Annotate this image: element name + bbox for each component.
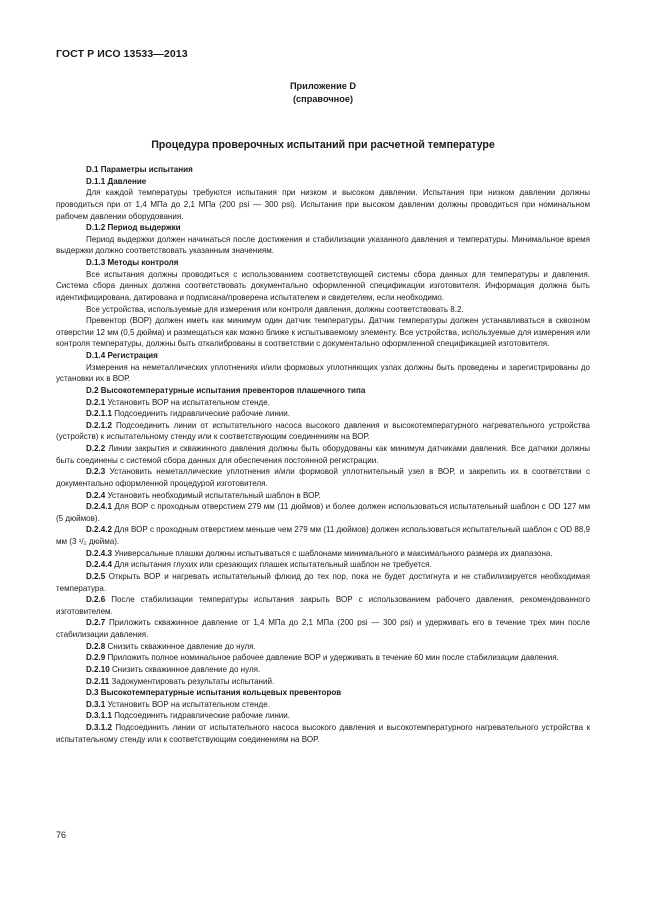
paragraph-text: Подсоединить гидравлические рабочие линии. xyxy=(114,409,291,419)
paragraph-text: Установить ВОР на испытательном стенде. xyxy=(107,699,270,709)
body-paragraph xyxy=(56,443,590,466)
body-paragraph xyxy=(56,490,590,502)
section-heading xyxy=(56,385,590,397)
clause-number: D.2.9 xyxy=(86,653,106,663)
paragraph-text: Приложить полное номинальное рабочее давление ВОР и удерживать в течение 60 мин после стабилизации давления. xyxy=(107,653,559,663)
clause-number: D.2.8 xyxy=(86,641,106,651)
body-paragraph xyxy=(56,397,590,409)
body-paragraph xyxy=(56,524,590,547)
body-paragraph xyxy=(56,676,590,688)
paragraph-text: Подсоединить линии от испытательного насоса высокого давления и высокотемпературного нагревательного устройства к испытательному стенду или к соответствующим соединениям на ВОР. xyxy=(56,723,590,744)
body-paragraph xyxy=(56,304,590,316)
body-paragraph xyxy=(56,559,590,571)
section-heading xyxy=(56,164,590,176)
paragraph-text: Подсоединить гидравлические рабочие линии. xyxy=(114,711,291,721)
paragraph-text: Все испытания должны проводиться с использованием соответствующей системы сбора данных для температуры и давления. Система сбора данных должна соответствовать документально оформленной спецификации изготовителя. Информация должна быть идентифицирована, датирована и подписана/проверена испытателем и свидетелем, если необходимо. xyxy=(56,269,590,302)
body-paragraph xyxy=(56,315,590,350)
body-paragraph xyxy=(56,652,590,664)
section-heading xyxy=(56,222,590,234)
clause-number: D.2.1 xyxy=(86,397,106,407)
clause-number: D.2.4.2 xyxy=(86,525,112,535)
clause-number: D.2.4 xyxy=(86,490,106,500)
page-number: 76 xyxy=(56,830,67,840)
paragraph-text: Для ВОР с проходным отверстием меньше чем 279 мм (11 дюймов) должен использоваться испытательный шаблон с OD 88,9 мм (3 ¹/₂ дюйма). xyxy=(56,525,590,546)
clause-number: D.2.4.1 xyxy=(86,502,112,512)
paragraph-text: Период выдержки должен начинаться после достижения и стабилизации указанного давления и температуры. Минимальное время выдержки должно соответствовать указанным значениям. xyxy=(56,234,590,256)
paragraph-text: Приложить скважинное давление от 1,4 МПа до 2,1 МПа (200 psi — 300 psi) и удерживать его в течение трех мин после стабилизации давления. xyxy=(56,618,590,639)
body-paragraph xyxy=(56,234,590,257)
paragraph-text: Установить неметаллические уплотнения и/или формовой уплотнительный узел в ВОР, и закрепить их в соответствии с документально оформленной процедурой изготовителя. xyxy=(56,467,590,488)
clause-number: D.3.1.1 xyxy=(86,711,112,721)
body-paragraph xyxy=(56,420,590,443)
section-heading xyxy=(56,257,590,269)
body-paragraph xyxy=(56,408,590,420)
clause-number: D.3.1.2 xyxy=(86,723,112,732)
body-paragraph xyxy=(56,710,590,722)
heading-text: D.1 Параметры испытания xyxy=(86,165,193,174)
body-paragraph xyxy=(56,722,590,745)
annex-note: (справочное) xyxy=(292,93,353,104)
paragraph-text: После стабилизации температуры испытания закрыть ВОР с использованием рабочего давления, рекомендованного изготовителем. xyxy=(56,595,590,616)
paragraph-text: Открыть ВОР и нагревать испытательный флюид до тех пор, пока не будет достигнута и не стабилизируется необходимая температура. xyxy=(56,571,590,593)
body-paragraph xyxy=(56,617,590,640)
paragraph-text: Установить необходимый испытательный шаблон в ВОР. xyxy=(107,490,321,500)
heading-text: D.1.2 Период выдержки xyxy=(86,223,181,233)
heading-text: D.1.4 Регистрация xyxy=(86,351,158,360)
body-paragraph xyxy=(56,664,590,676)
clause-number: D.2.2 xyxy=(86,444,106,453)
document-body xyxy=(56,164,590,745)
heading-text: D.1.1 Давление xyxy=(86,176,147,186)
clause-number: D.2.3 xyxy=(86,467,106,477)
paragraph-text: Для испытания глухих или срезающих плашек испытательный шаблон не требуется. xyxy=(114,560,432,570)
paragraph-text: Для каждой температуры требуются испытания при низком и высоком давлении. Испытания при низком давлении должны проводиться при от 1,4 МПа до 2,1 МПа (200 psi — 300 psi). Испытания при высоком давлении должны проводиться при номинальном рабочем давлении оборудования. xyxy=(56,188,590,221)
paragraph-text: Линии закрытия и скважинного давления должны быть оборудованы как минимум датчиками давления. Все датчики должны быть соединены с системой сбора данных для обеспечения постоянной регистрации. xyxy=(56,444,590,465)
body-paragraph xyxy=(56,594,590,617)
clause-number: D.2.1.1 xyxy=(86,409,112,419)
clause-number: D.2.11 xyxy=(86,676,110,686)
paragraph-text: Снизить скважинное давление до нуля. xyxy=(107,641,256,651)
paragraph-text: Подсоединить линии от испытательного насоса высокого давления и высокотемпературного нагревательного устройства (устройств) к испытательному стенду или к соответствующим соединениям на ВОР. xyxy=(56,420,590,442)
clause-number: D.2.4.4 xyxy=(86,560,112,570)
clause-number: D.2.10 xyxy=(86,664,110,674)
paragraph-text: Все устройства, используемые для измерения или контроля давления, должны соответствовать 8.2. xyxy=(86,304,464,314)
heading-text: D.3 Высокотемпературные испытания кольцевых превенторов xyxy=(86,688,342,698)
annex-heading xyxy=(0,80,646,105)
section-title: Процедура проверочных испытаний при расчетной температуре xyxy=(151,139,495,151)
section-heading xyxy=(56,176,590,188)
body-paragraph xyxy=(56,571,590,594)
heading-text: D.2 Высокотемпературные испытания превенторов плашечного типа xyxy=(86,385,366,395)
body-paragraph xyxy=(56,699,590,711)
body-paragraph xyxy=(56,641,590,653)
paragraph-text: Превентор (ВОР) должен иметь как минимум один датчик температуры. Датчик температуры должен устанавливаться в сквозном отверстии 12 мм (0,5 дюйма) и размещаться как можно ближе к испытываемому элементу. Все устройства, используемые для измерения или контроля температуры, должны быть откалиброваны в соответствии с документально оформленной спецификацией изготовителя. xyxy=(56,316,590,349)
clause-number: D.3.1 xyxy=(86,699,106,709)
body-paragraph xyxy=(56,501,590,524)
clause-number: D.2.7 xyxy=(86,618,106,628)
paragraph-text: Задокументировать результаты испытаний. xyxy=(111,676,275,686)
paragraph-text: Для ВОР с проходным отверстием 279 мм (11 дюймов) и более должен использоваться испытательный шаблон с OD 127 мм (5 дюймов). xyxy=(56,502,590,523)
body-paragraph xyxy=(56,187,590,222)
body-paragraph xyxy=(56,362,590,385)
clause-number: D.2.6 xyxy=(86,595,106,605)
body-paragraph xyxy=(56,269,590,304)
body-paragraph xyxy=(56,466,590,489)
paragraph-text: Измерения на неметаллических уплотнениях и/или формовых уплотняющих узлах должны быть проведены и зарегистрированы до установки их в ВОР. xyxy=(56,362,590,384)
heading-text: D.1.3 Методы контроля xyxy=(86,258,179,267)
paragraph-text: Универсальные плашки должны испытываться с шаблонами минимального и максимального размера их диапазона. xyxy=(114,548,553,558)
clause-number: D.2.5 xyxy=(86,571,106,581)
clause-number: D.2.1.2 xyxy=(86,420,112,430)
paragraph-text: Установить ВОР на испытательном стенде. xyxy=(107,397,270,407)
section-heading xyxy=(56,350,590,362)
document-header: ГОСТ Р ИСО 13533—2013 xyxy=(56,48,188,60)
annex-title: Приложение D xyxy=(289,81,357,91)
clause-number: D.2.4.3 xyxy=(86,548,112,558)
section-heading xyxy=(56,687,590,699)
paragraph-text: Снизить скважинное давление до нуля. xyxy=(111,664,261,674)
body-paragraph xyxy=(56,548,590,560)
